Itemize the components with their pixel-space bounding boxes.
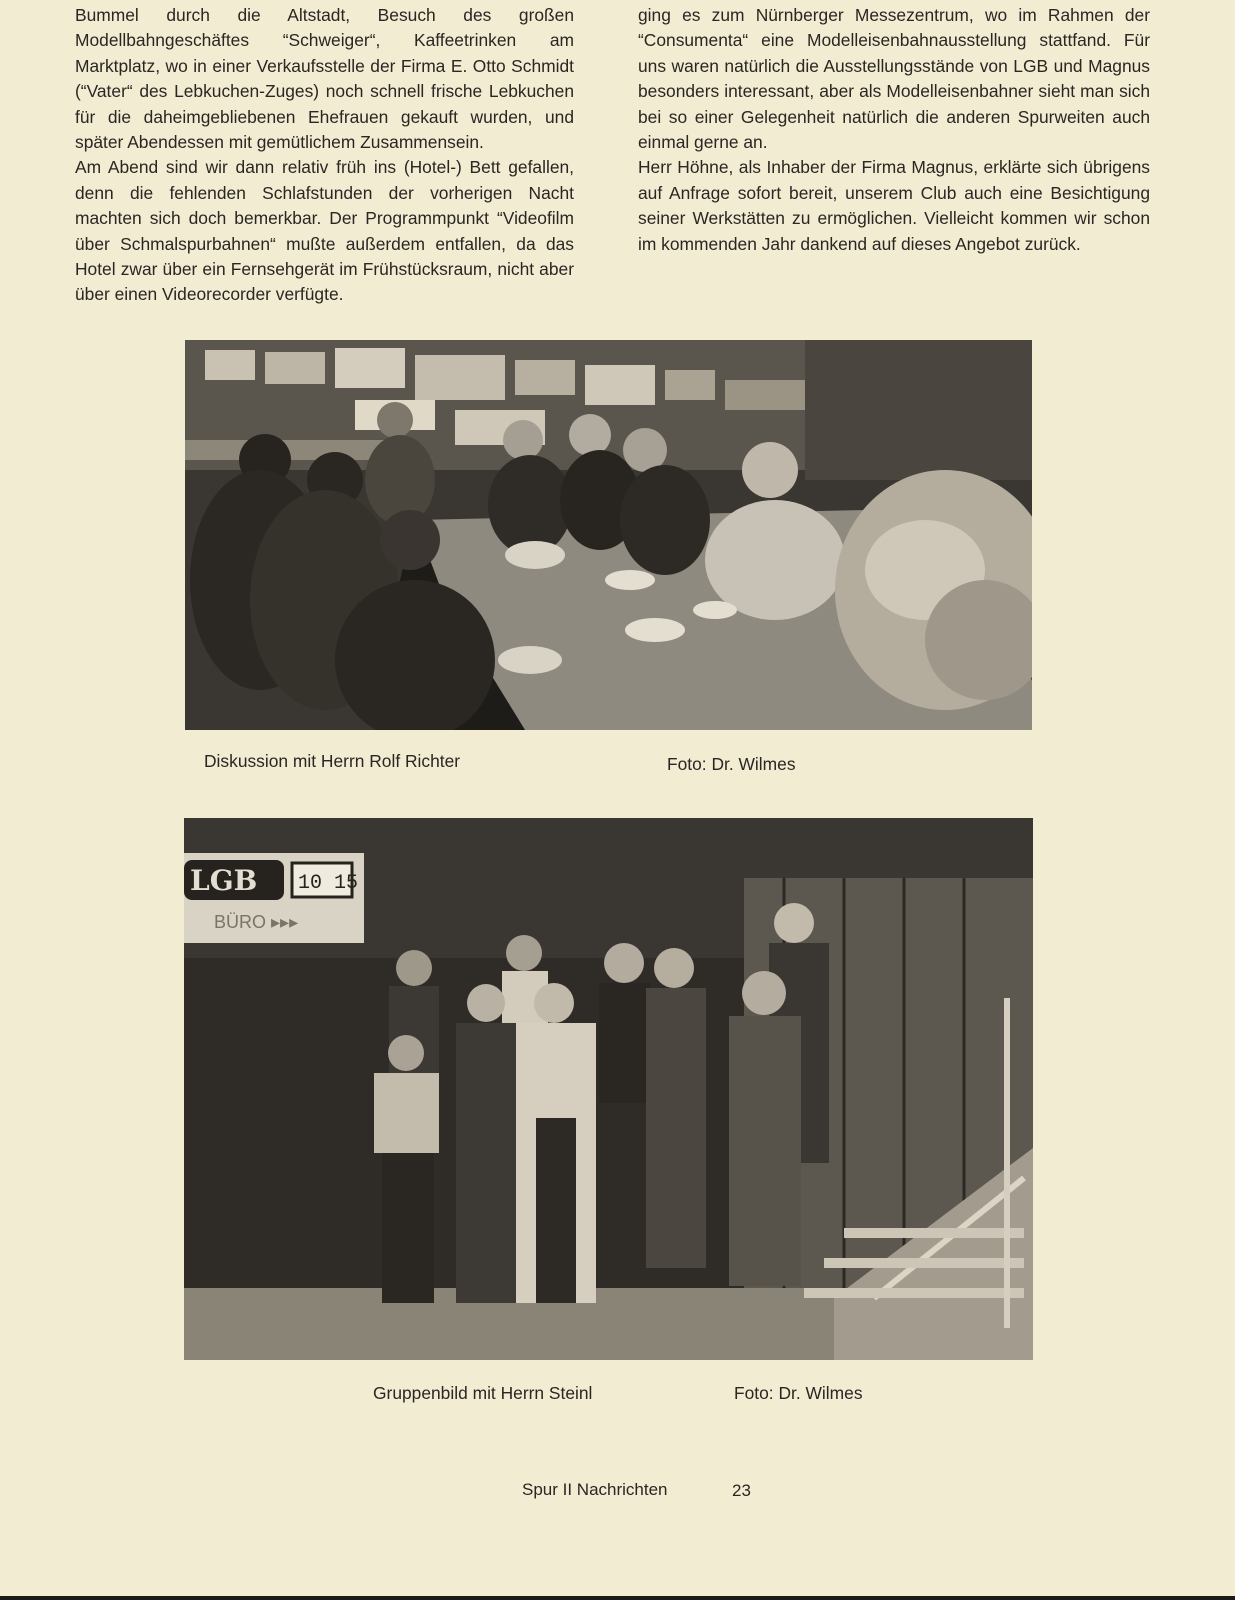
photo-group-image xyxy=(184,818,1033,1360)
photo-group xyxy=(184,818,1033,1360)
article-column-left xyxy=(75,3,574,308)
paragraph: ging es zum Nürnberger Messezentrum, wo im Rahmen der “Consumenta“ eine Modelleisenbahnausstellung stattfand. Für uns waren natürlich die Ausstellungsstände von LGB und Magnus besonders interessant, aber als Modelleisenbahner sieht man sich bei so einer Gelegenheit natürlich die anderen Spurweiten auch einmal gerne an. xyxy=(638,5,1150,153)
photo-caption: Gruppenbild mit Herrn Steinl xyxy=(373,1383,593,1403)
article-column-right xyxy=(638,3,1150,257)
paragraph: Am Abend sind wir dann relativ früh ins (Hotel-) Bett gefallen, denn die fehlenden Schlafstunden der vorherigen Nacht machten sich doch bemerkbar. Der Programmpunkt “Videofilm über Schmalspurbahnen“ mußte außerdem entfallen, da das Hotel zwar über ein Fernsehgerät im Frühstücksraum, nicht aber über einen Videorecorder verfügte. xyxy=(75,157,574,305)
photo-caption: Diskussion mit Herrn Rolf Richter xyxy=(204,751,461,771)
sign-clock-text: 10 15 xyxy=(298,872,359,895)
footer-publication-title: Spur II Nachrichten xyxy=(522,1480,668,1499)
sign-logo xyxy=(184,860,284,900)
photo-credit: Foto: Dr. Wilmes xyxy=(667,754,796,774)
photo-discussion xyxy=(185,340,1032,730)
paragraph: Bummel durch die Altstadt, Besuch des großen Modellbahngeschäftes “Schweiger“, Kaffeetrinken am Marktplatz, wo in einer Verkaufsstelle der Firma E. Otto Schmidt (“Vater“ des Lebkuchen-Zuges) noch schnell frische Lebkuchen für die daheimgebliebenen Ehefrauen gekauft wurden, und später Abendessen mit gemütlichem Zusammensein. xyxy=(75,5,574,153)
photo-discussion-image xyxy=(185,340,1032,730)
scan-edge xyxy=(0,1596,1235,1600)
sign-office-text: BÜRO ▸▸▸ xyxy=(214,912,299,932)
photo-credit: Foto: Dr. Wilmes xyxy=(734,1383,863,1403)
sign-logo-text: LGB xyxy=(190,864,258,897)
paragraph: Herr Höhne, als Inhaber der Firma Magnus, erklärte sich übrigens auf Anfrage sofort bereit, unserem Club auch eine Besichtigung seiner Werkstätten zu ermöglichen. Vielleicht kommen wir schon im kommenden Jahr dankend auf dieses Angebot zurück. xyxy=(638,157,1150,254)
page-number: 23 xyxy=(732,1481,751,1500)
